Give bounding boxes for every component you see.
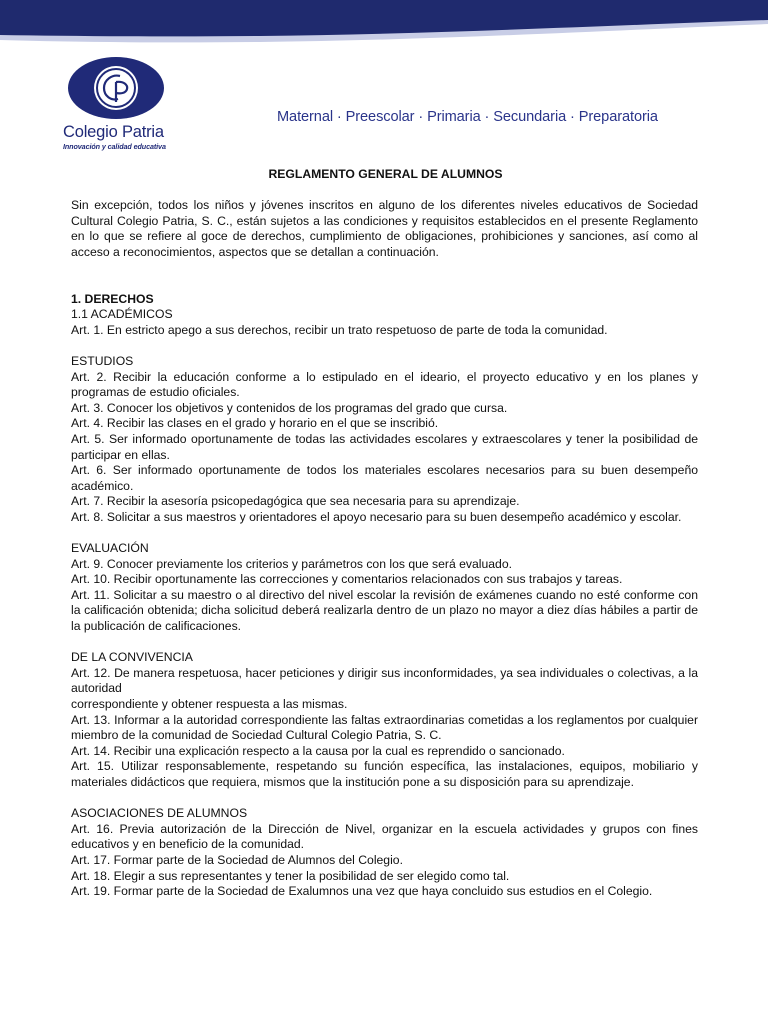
article: Art. 12. De manera respetuosa, hacer peticiones y dirigir sus inconformidades, ya sea individuales o colectivas, a la autoridad [71, 665, 698, 696]
section-title: 1. DERECHOS [71, 291, 154, 306]
logo-tagline: Innovación y calidad educativa [63, 142, 166, 151]
group-evaluacion [71, 541, 698, 635]
article: Art. 17. Formar parte de la Sociedad de Alumnos del Colegio. [71, 852, 403, 867]
document-title: REGLAMENTO GENERAL DE ALUMNOS [268, 167, 503, 181]
group-title: EVALUACIÓN [71, 541, 149, 556]
group-title: DE LA CONVIVENCIA [71, 650, 193, 665]
article: Art. 3. Conocer los objetivos y contenidos de los programas del grado que cursa. [71, 400, 508, 415]
article: Art. 4. Recibir las clases en el grado y horario en el que se inscribió. [71, 416, 439, 431]
article: Art. 19. Formar parte de la Sociedad de Exalumnos una vez que haya concluido sus estudios en el Colegio. [71, 884, 653, 899]
article: Art. 6. Ser informado oportunamente de todos los materiales escolares necesarios para su buen desempeño académico. [71, 463, 698, 493]
group-asociaciones [71, 806, 698, 900]
group-title: ESTUDIOS [71, 353, 134, 368]
article: Art. 18. Elegir a sus representantes y tener la posibilidad de ser elegido como tal. [71, 868, 510, 883]
group-estudios [71, 354, 698, 526]
group-academicos [71, 307, 698, 338]
logo-emblem-icon [66, 56, 166, 120]
article: Art. 15. Utilizar responsablemente, respetando su función específica, las instalaciones, equipos, mobiliario y materiales didácticos que requiera, mismos que la institución pone a su disposición para su aprendizaje. [71, 759, 698, 789]
group-title: 1.1 ACADÉMICOS [71, 307, 173, 322]
article: Art. 10. Recibir oportunamente las correcciones y comentarios relacionados con sus trabajos y tareas. [71, 572, 623, 587]
article: Art. 13. Informar a la autoridad correspondiente las faltas extraordinarias cometidas a los reglamentos por cualquier miembro de la comunidad de Sociedad Cultural Colegio Patria, S. C. [71, 712, 698, 743]
article: Art. 11. Solicitar a su maestro o al directivo del nivel escolar la revisión de exámenes cuando no esté conforme con la calificación obtenida; dicha solicitud deberá realizarla dentro de un plazo no mayor a diez días hábiles a partir de la publicación de calificaciones. [71, 587, 698, 634]
colegio-patria-logo [58, 56, 180, 156]
header-band [0, 0, 768, 60]
group-convivencia [71, 650, 698, 790]
article: Art. 1. En estricto apego a sus derechos, recibir un trato respetuoso de parte de toda la comunidad. [71, 322, 608, 337]
article: Art. 8. Solicitar a sus maestros y orientadores el apoyo necesario para su buen desempeño académico y escolar. [71, 509, 682, 524]
article: Art. 5. Ser informado oportunamente de todas las actividades escolares y extraescolares y tener la posibilidad de participar en ellas. [71, 431, 698, 462]
article: Art. 14. Recibir una explicación respecto a la causa por la cual es reprendido o sancionado. [71, 743, 565, 758]
article: Art. 9. Conocer previamente los criterios y parámetros con los que será evaluado. [71, 556, 512, 571]
header-wave-graphic [0, 0, 768, 60]
article: Art. 2. Recibir la educación conforme a lo estipulado en el ideario, el proyecto educativo y en los planes y programas de estudio oficiales. [71, 369, 698, 400]
intro-paragraph: Sin excepción, todos los niños y jóvenes inscritos en alguno de los diferentes niveles educativos de Sociedad Cultural Colegio Patria, S. C., están sujetos a las condiciones y requisitos establecidos en el presente Reglamento en lo que se refiere al goce de derechos, cumplimiento de obligaciones, prohibiciones y sanciones, así como al acceso a reconocimientos, aspectos que se detallan a continuación. [71, 198, 698, 259]
logo-school-name: Colegio Patria [63, 123, 164, 141]
educational-levels: Maternal · Preescolar · Primaria · Secundaria · Preparatoria [277, 109, 658, 125]
article: correspondiente y obtener respuesta a las mismas. [71, 697, 348, 711]
article: Art. 7. Recibir la asesoría psicopedagógica que sea necesaria para su aprendizaje. [71, 494, 520, 509]
regulation-document [71, 167, 698, 915]
group-title: ASOCIACIONES DE ALUMNOS [71, 806, 248, 821]
article: Art. 16. Previa autorización de la Dirección de Nivel, organizar en la escuela actividades y grupos con fines educativos y en beneficio de la comunidad. [71, 821, 698, 852]
